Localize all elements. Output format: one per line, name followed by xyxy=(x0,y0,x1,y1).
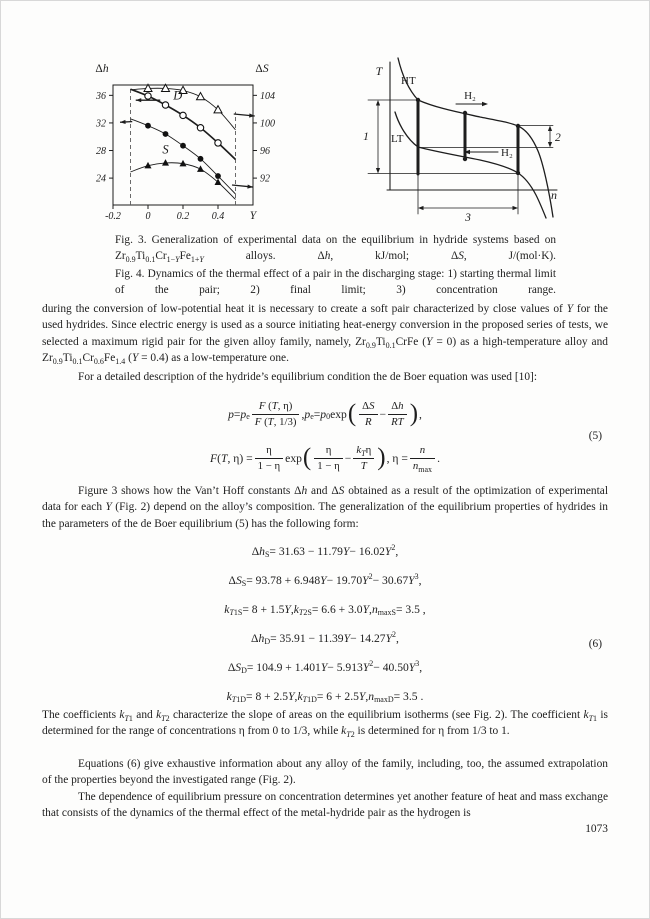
node-dot xyxy=(416,98,420,102)
fig3-right-tick-label: 104 xyxy=(260,90,275,102)
equation-number-5: (5) xyxy=(588,430,602,442)
equation-6-line-6: k $_{T 1D}$ = 8 + 2.5 Y , k $_{T 1D}$ = 6 + 2.5 Y , n $_{maxD}$ = 3.5 . xyxy=(226,690,424,704)
equation-5-line-1: p = p $_e$ $\frac{F (T, \eta)}{F (T, 1/3)}$ , p $_e$ = p $_0$ exp ( $\frac{\Delta S}{R}$ − $\frac{\Delta h}{RT}$ ) , xyxy=(228,400,422,428)
paragraph-4: The coefficients $k_{T1}$ and $k_{T2}$ characterize the slope of areas on the equilibrium isotherms (see Fig. 2). The coefficient $k_{T1}$ is determined for the range of concentrations η from 0 to 1/3, while $k_{T2}$ is determined for η from 1/3 to 1. xyxy=(42,709,608,740)
fig3-right-tick-label: 96 xyxy=(260,146,270,158)
paragraph-3: Figure 3 shows how the Van’t Hoff constants Δh and ΔS obtained as a result of the optimization of experimental data for each Y (Fig. 2) depend on the alloy’s composition. The generalization of the equilibrium properties of hydrides in the parameters of the de Boer equilibrium (5) has the following form: xyxy=(42,485,608,530)
fig3-marker-circle-filled xyxy=(163,131,169,137)
fig3-left-tick-label: 28 xyxy=(96,146,106,158)
figure-3-chart xyxy=(85,55,275,230)
paragraph-2: For a detailed description of the hydride’s equilibrium condition the de Boer equation was used [10]: xyxy=(78,371,537,383)
fig3-marker-triangle-filled xyxy=(215,178,222,185)
node-dot xyxy=(516,171,520,175)
fig3-marker-circle-open xyxy=(145,93,151,99)
fig3-left-tick-label: 24 xyxy=(96,173,106,185)
fig3-marker-circle-filled xyxy=(180,143,186,149)
t-axis-label: T xyxy=(375,64,383,78)
fig3-marker-circle-filled xyxy=(145,123,151,129)
fig3-left-axis-title: Δh xyxy=(95,63,109,75)
fig3-x-tick-label: 0 xyxy=(145,211,151,222)
dim2-label: 2 xyxy=(555,132,561,144)
n-axis-label: n xyxy=(551,188,557,202)
caption-fig4: Fig. 4. Dynamics of the thermal effect of a pair in the discharging stage: 1) starting thermal limit of the pair; 2) final limit; 3) concentration range. xyxy=(115,268,556,296)
fig3-marker-triangle-open xyxy=(197,93,205,100)
figure-4-diagram xyxy=(350,50,615,245)
arrowhead xyxy=(548,142,552,148)
equation-5-line-2: F ( T , η) = $\frac{\eta}{1 - \eta}$ exp ( $\frac{\eta}{1 - \eta}$ − $\frac{k_T\eta}{T}$ ) , η = $\frac{n}{n_{max}}$ . xyxy=(210,444,440,474)
arrowhead xyxy=(418,206,424,210)
paragraph-1: during the conversion of low-potential heat it is necessary to create a soft pair characterized by close values of Y for the used hydrides. Since electric energy is used as a source initiating heat-energy conversion in the proposed series of tests, we selected a maximum rigid pair for the given alloy family, namely, $Zr_{0.9}Ti_{0.1}CrFe$ (Y = 0) as a high-temperature alloy and $Zr_{0.9}Ti_{0.1}Cr_{0.6}Fe_{1.4}$ (Y = 0.4) as a low-temperature one. xyxy=(42,303,608,366)
fig3-marker-circle-open xyxy=(215,140,221,146)
node-dot xyxy=(516,124,520,128)
fig3-x-tick-label: -0.2 xyxy=(105,211,121,222)
arrowhead xyxy=(548,126,552,132)
lt-curve-label: LT xyxy=(391,133,404,145)
h2-top-label: H₂ xyxy=(464,90,476,102)
equation-6 xyxy=(42,537,608,713)
equation-6-line-2: Δ S $_S$ = 93.78 + 6.948 Y − 19.70 Y $^2$ − 30.67 Y $^3$ , xyxy=(228,571,422,588)
fig3-right-tick-label: 92 xyxy=(260,173,270,185)
fig3-x-axis-title: Y xyxy=(249,210,257,222)
fig3-axis-arrowhead xyxy=(136,98,142,102)
fig3-series-label-S: S xyxy=(162,142,169,157)
paragraph-6: The dependence of equilibrium pressure on concentration determines yet another feature of heat and mass exchange that consists of the dynamics of the thermal effect of the metal-hydride pair as the hydrogen is xyxy=(42,791,608,820)
fig3-left-tick-label: 32 xyxy=(96,118,106,130)
node-dot xyxy=(463,157,467,161)
fig3-marker-circle-open xyxy=(197,125,203,131)
fig3-marker-circle-open xyxy=(180,112,186,118)
arrowhead xyxy=(513,206,519,210)
equation-6-line-5: Δ S $_D$ = 104.9 + 1.401 Y − 5.913 Y $^2$ − 40.50 Y $^3$ , xyxy=(227,658,423,675)
caption-fig3: Fig. 3. Generalization of experimental data on the equilibrium in hydride systems based on $Zr_{0.9}Ti_{0.1}Cr_{1-Y}Fe_{1+Y}$ alloys. Δh, kJ/mol; ΔS, J/(mol·K). xyxy=(115,234,556,264)
ht-curve-label: HT xyxy=(401,75,416,87)
equation-6-line-4: Δ h $_D$ = 35.91 − 11.39 Y − 14.27 Y $^2$ , xyxy=(251,629,399,646)
paragraph-5: Equations (6) give exhaustive information about any alloy of the family, including, too, the assumed extrapolation of the properties beyond the investigated range (Fig. 2). xyxy=(42,758,608,787)
equation-6-line-1: Δ h $_S$ = 31.63 − 11.79 Y − 16.02 Y $^2$ , xyxy=(251,542,399,559)
equation-5 xyxy=(42,392,608,484)
node-dot xyxy=(463,111,467,115)
page-number: 1073 xyxy=(585,823,608,835)
fig3-left-tick-label: 36 xyxy=(96,90,106,102)
arrowhead xyxy=(482,102,488,106)
ht-curve xyxy=(398,58,553,217)
fig3-marker-triangle-filled xyxy=(197,165,204,172)
fig3-axis-arrowhead xyxy=(120,120,126,124)
equation-6-line-3: k $_{T 1S}$ = 8 + 1.5 Y , k $_{T 2S}$ = 6.6 + 3.0 Y , n $_{maxS}$ = 3.5 , xyxy=(224,603,426,617)
fig3-x-tick-label: 0.2 xyxy=(176,211,190,222)
arrowhead xyxy=(376,100,380,106)
fig3-marker-circle-open xyxy=(162,102,168,108)
fig3-marker-circle-filled xyxy=(215,173,221,179)
fig3-x-tick-label: 0.4 xyxy=(211,211,225,222)
dim1-label: 1 xyxy=(363,131,369,143)
fig3-series-label-D: D xyxy=(173,88,183,103)
fig3-right-axis-title: ΔS xyxy=(255,63,269,75)
h2-bottom-label: H₂ xyxy=(501,147,513,159)
equation-number-6: (6) xyxy=(588,638,602,650)
fig3-marker-circle-filled xyxy=(198,156,204,162)
dim3-label: 3 xyxy=(465,212,471,224)
fig3-right-tick-label: 100 xyxy=(260,118,275,130)
arrowhead xyxy=(376,168,380,174)
